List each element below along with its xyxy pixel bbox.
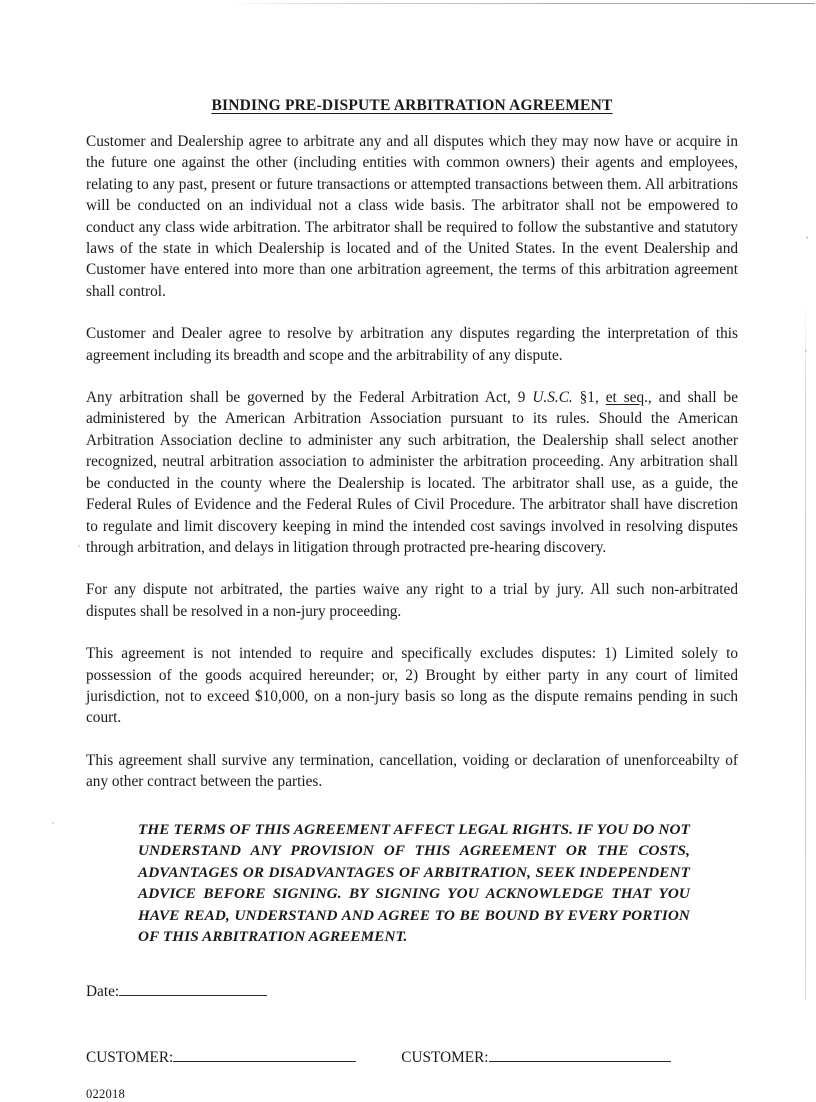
scan-speck [78,545,80,547]
spacer [86,302,738,323]
spacer [86,558,738,579]
scan-speck [52,822,54,824]
spacer [86,948,738,982]
date-input-line[interactable] [119,982,267,996]
footer-revision-code: 022018 [86,1086,125,1101]
document-body [86,0,738,1102]
customer-label-1: CUSTOMER: [86,1048,174,1066]
faa-section-symbol: §1, [572,389,606,407]
paragraph-exclusions: This agreement is not intended to require and specifically excludes disputes: 1) Limited solely to possession of the goods acquired hereunder; or, 2) Brought by either party in any court of limited jurisdiction, not to exceed $10,000, on a non-jury basis so long as the dispute remains pending in such court. [86,645,738,727]
spacer [86,1068,738,1086]
spacer [86,366,738,387]
paragraph-survival: This agreement shall survive any termination, cancellation, voiding or declaration of unenforceabilty of any other contract between the parties. [86,751,738,791]
paragraph-jury-waiver: For any dispute not arbitrated, the parties waive any right to a trial by jury. All such non-arbitrated disputes shall be resolved in a non-jury proceeding. [86,581,738,620]
spacer [86,622,738,643]
customer-label-2: CUSTOMER: [401,1048,489,1066]
customer-signature-row [86,1048,738,1068]
faa-text-lead: Any arbitration shall be governed by the Federal Arbitration Act, 9 [86,389,533,407]
customer-signature-block-2 [401,1048,670,1068]
scan-speck [806,236,808,239]
page-title: BINDING PRE-DISPUTE ARBITRATION AGREEMENT [211,97,613,114]
paragraph-federal-arbitration-act [86,387,738,558]
signature-column-spacer [356,1048,401,1068]
signature-area [86,982,738,1102]
paragraph-interpretation: Customer and Dealer agree to resolve by arbitration any disputes regarding the interpretation of this agreement including its breadth and scope and the arbitrability of any dispute. [86,325,738,364]
spacer [86,729,738,750]
faa-text-rest: ., and shall be administered by the American Arbitration Association pursuant to its rules. Should the American Arbitration Association decline to administer any such arbitration, the Dealership shall select another recognized, neutral arbitration association to administer the arbitration proceeding. Any arbitration shall be conducted in the county where the Dealership is located. The arbitrator shall use, as a guide, the Federal Rules of Evidence and the Federal Rules of Civil Procedure. The arbitrator shall have discretion to regulate and limit discovery keeping in mind the intended cost savings involved in resolving disputes through arbitration, and delays in litigation through protracted pre-hearing discovery. [86,389,738,556]
scan-speck [805,350,807,352]
faa-citation-et-seq: et seq [605,389,645,407]
customer-signature-block-1 [86,1048,356,1068]
paragraph-arbitrate-scope: Customer and Dealership agree to arbitrate any and all disputes which they may now have or acquire in the future one against the other (including entities with common owners) their agents and employees, relating to any past, present or future transactions or attempted transactions between them. All arbitrations will be conducted on an individual not a class wide basis. The arbitrator shall not be empowered to conduct any class wide arbitration. The arbitrator shall be required to follow the substantive and statutory laws of the state in which Dealership is located and of the United States. In the event Dealership and Customer have entered into more than one arbitration agreement, the terms of this arbitration agreement shall control. [86,133,738,300]
date-label: Date: [86,982,120,1000]
scan-artifact-right-line [805,300,806,1000]
faa-citation-usc: U.S.C. [532,389,573,407]
date-row [86,982,738,1002]
emphasis-legal-rights-notice: THE TERMS OF THIS AGREEMENT AFFECT LEGAL RIGHTS. IF YOU DO NOT UNDERSTAND ANY PROVISION OF THIS AGREEMENT OR THE COSTS, ADVANTAGES OR DISADVANTAGES OF ARBITRATION, SEEK INDEPENDENT ADVICE BEFORE SIGNING. BY SIGNING YOU ACKNOWLEDGE THAT YOU HAVE READ, UNDERSTAND AND AGREE TO BE BOUND BY EVERY PORTION OF THIS ARBITRATION AGREEMENT. [138,820,690,946]
spacer [86,1002,738,1048]
spacer [86,115,738,131]
spacer [86,793,738,819]
customer-input-line-1[interactable] [173,1048,356,1062]
customer-input-line-2[interactable] [489,1048,671,1062]
